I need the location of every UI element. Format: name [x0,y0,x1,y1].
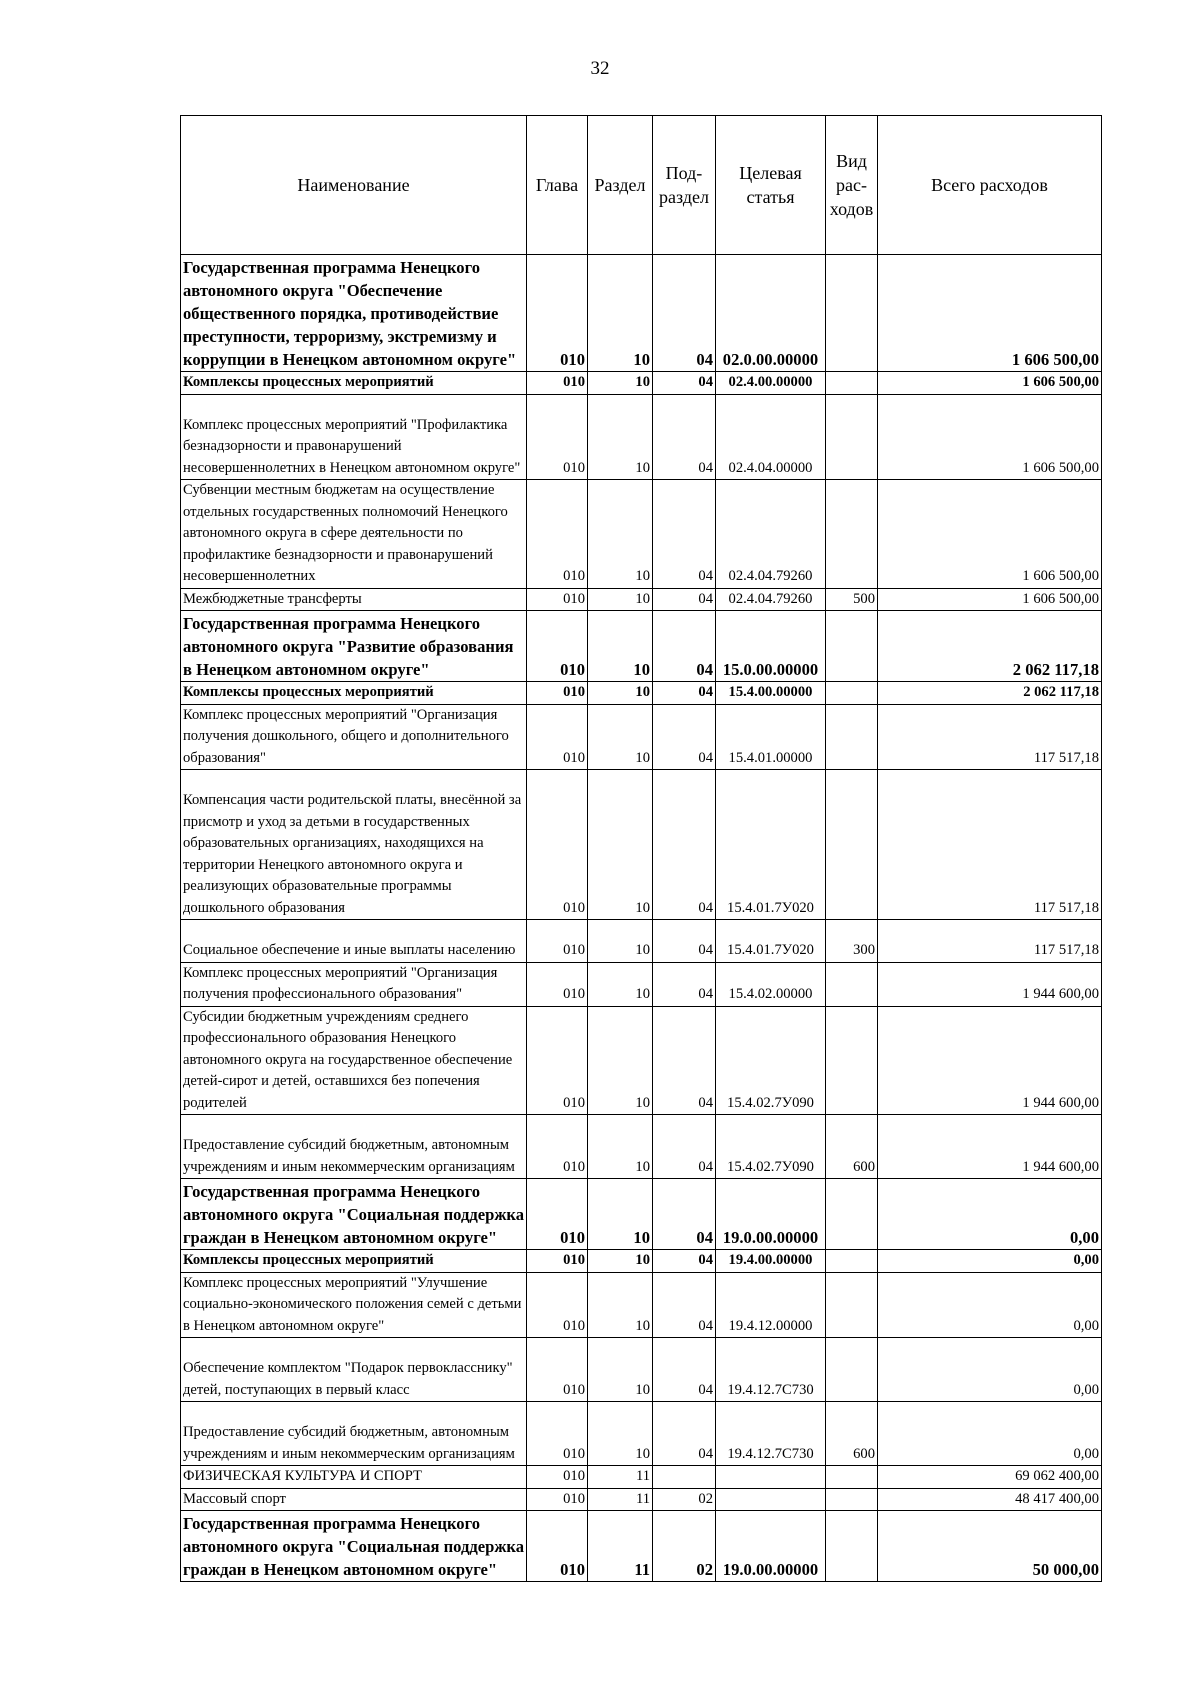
cell-vid [826,1006,878,1115]
table-header-row [181,116,1102,255]
cell-vid [826,770,878,920]
cell-podrazdel: 04 [653,1250,716,1273]
header-glava: Глава [527,116,588,255]
table-row [181,1511,1102,1582]
cell-vid: 600 [826,1115,878,1179]
table-row [181,611,1102,682]
cell-name: Социальное обеспечение и иные выплаты населению [181,920,527,963]
cell-name: Комплекс процессных мероприятий "Профилактика безнадзорности и правонарушений несовершеннолетних в Ненецком автономном округе" [181,394,527,480]
cell-podrazdel: 04 [653,255,716,372]
budget-table [180,115,1102,1582]
cell-target: 19.0.00.00000 [716,1179,826,1250]
cell-vid [826,682,878,705]
table-row [181,1179,1102,1250]
header-total: Всего расходов [878,116,1102,255]
cell-name: Массовый спорт [181,1488,527,1511]
table-row [181,920,1102,963]
cell-glava: 010 [527,588,588,611]
table-row [181,372,1102,395]
cell-target: 19.4.00.00000 [716,1250,826,1273]
cell-razdel: 11 [588,1511,653,1582]
cell-podrazdel [653,1466,716,1489]
cell-razdel: 11 [588,1488,653,1511]
cell-target: 15.4.02.00000 [716,962,826,1006]
cell-podrazdel: 04 [653,1115,716,1179]
cell-target: 15.4.01.7У020 [716,920,826,963]
table-row [181,1338,1102,1402]
cell-razdel: 10 [588,1338,653,1402]
table-row [181,1402,1102,1466]
cell-total: 0,00 [878,1402,1102,1466]
cell-vid [826,1488,878,1511]
cell-glava: 010 [527,480,588,589]
cell-name: ФИЗИЧЕСКАЯ КУЛЬТУРА И СПОРТ [181,1466,527,1489]
cell-podrazdel: 04 [653,480,716,589]
cell-name: Комплексы процессных мероприятий [181,1250,527,1273]
cell-razdel: 10 [588,1115,653,1179]
cell-glava: 010 [527,704,588,770]
cell-name: Субвенции местным бюджетам на осуществление отдельных государственных полномочий Ненецкого автономного округа в сфере деятельности по профилактике безнадзорности и правонарушений несовершеннолетних [181,480,527,589]
cell-total: 0,00 [878,1338,1102,1402]
cell-target: 15.0.00.00000 [716,611,826,682]
cell-target: 02.4.04.00000 [716,394,826,480]
cell-name: Государственная программа Ненецкого автономного округа "Социальная поддержка граждан в Ненецком автономном округе" [181,1179,527,1250]
cell-podrazdel: 04 [653,704,716,770]
cell-target: 15.4.00.00000 [716,682,826,705]
cell-glava: 010 [527,1488,588,1511]
cell-vid: 600 [826,1402,878,1466]
cell-total: 1 606 500,00 [878,588,1102,611]
cell-total: 1 944 600,00 [878,1006,1102,1115]
cell-glava: 010 [527,920,588,963]
header-vid: Вид рас- ходов [826,116,878,255]
cell-glava: 010 [527,1402,588,1466]
cell-total: 117 517,18 [878,704,1102,770]
cell-podrazdel: 04 [653,394,716,480]
cell-razdel: 10 [588,1272,653,1338]
cell-glava: 010 [527,1511,588,1582]
cell-name: Обеспечение комплектом "Подарок первокласснику" детей, поступающих в первый класс [181,1338,527,1402]
cell-razdel: 10 [588,704,653,770]
cell-name: Комплекс процессных мероприятий "Организация получения профессионального образования" [181,962,527,1006]
cell-total: 1 606 500,00 [878,372,1102,395]
cell-name: Компенсация части родительской платы, внесённой за присмотр и уход за детьми в государственных образовательных организациях, находящихся на территории Ненецкого автономного округа и реализующих образовательные программы дошкольного образования [181,770,527,920]
cell-target: 02.4.04.79260 [716,588,826,611]
cell-glava: 010 [527,1250,588,1273]
cell-razdel: 10 [588,682,653,705]
cell-glava: 010 [527,1006,588,1115]
cell-glava: 010 [527,962,588,1006]
table-row [181,1250,1102,1273]
cell-total: 0,00 [878,1179,1102,1250]
cell-glava: 010 [527,1272,588,1338]
cell-total: 1 606 500,00 [878,480,1102,589]
cell-podrazdel: 04 [653,1272,716,1338]
cell-razdel: 10 [588,770,653,920]
cell-vid [826,1250,878,1273]
cell-total: 0,00 [878,1272,1102,1338]
cell-target: 19.4.12.7С730 [716,1402,826,1466]
cell-glava: 010 [527,372,588,395]
header-name: Наименование [181,116,527,255]
table-row [181,770,1102,920]
cell-razdel: 11 [588,1466,653,1489]
table-row [181,1466,1102,1489]
cell-total: 0,00 [878,1250,1102,1273]
table-row [181,588,1102,611]
cell-podrazdel: 02 [653,1488,716,1511]
cell-vid [826,1338,878,1402]
header-razdel: Раздел [588,116,653,255]
cell-name: Межбюджетные трансферты [181,588,527,611]
cell-name: Государственная программа Ненецкого автономного округа "Социальная поддержка граждан в Ненецком автономном округе" [181,1511,527,1582]
cell-podrazdel: 04 [653,1402,716,1466]
cell-podrazdel: 04 [653,770,716,920]
cell-target: 15.4.02.7У090 [716,1115,826,1179]
cell-glava: 010 [527,1179,588,1250]
cell-podrazdel: 02 [653,1511,716,1582]
cell-name: Предоставление субсидий бюджетным, автономным учреждениям и иным некоммерческим организациям [181,1115,527,1179]
cell-podrazdel: 04 [653,1179,716,1250]
header-target: Целевая статья [716,116,826,255]
cell-name: Комплекс процессных мероприятий "Организация получения дошкольного, общего и дополнительного образования" [181,704,527,770]
cell-podrazdel: 04 [653,962,716,1006]
cell-name: Комплекс процессных мероприятий "Улучшение социально-экономического положения семей с детьми в Ненецком автономном округе" [181,1272,527,1338]
cell-vid [826,1272,878,1338]
table-row [181,704,1102,770]
cell-glava: 010 [527,682,588,705]
cell-target: 15.4.01.7У020 [716,770,826,920]
cell-glava: 010 [527,1338,588,1402]
cell-name: Предоставление субсидий бюджетным, автономным учреждениям и иным некоммерческим организациям [181,1402,527,1466]
cell-target: 02.4.04.79260 [716,480,826,589]
cell-name: Государственная программа Ненецкого автономного округа "Обеспечение общественного порядка, противодействие преступности, терроризму, экстремизму и коррупции в Ненецком автономном округе" [181,255,527,372]
cell-vid: 300 [826,920,878,963]
cell-target: 02.4.00.00000 [716,372,826,395]
cell-glava: 010 [527,394,588,480]
table-row [181,1488,1102,1511]
cell-razdel: 10 [588,394,653,480]
cell-target: 15.4.02.7У090 [716,1006,826,1115]
cell-name: Государственная программа Ненецкого автономного округа "Развитие образования в Ненецком автономном округе" [181,611,527,682]
cell-target: 02.0.00.00000 [716,255,826,372]
table-body [181,255,1102,1582]
cell-total: 117 517,18 [878,920,1102,963]
cell-total: 69 062 400,00 [878,1466,1102,1489]
cell-target [716,1488,826,1511]
cell-razdel: 10 [588,255,653,372]
cell-podrazdel: 04 [653,611,716,682]
table-row [181,255,1102,372]
cell-razdel: 10 [588,588,653,611]
cell-total: 117 517,18 [878,770,1102,920]
cell-razdel: 10 [588,1402,653,1466]
table-row [181,1006,1102,1115]
cell-total: 2 062 117,18 [878,682,1102,705]
cell-total: 48 417 400,00 [878,1488,1102,1511]
cell-name: Субсидии бюджетным учреждениям среднего профессионального образования Ненецкого автономного округа на государственное обеспечение детей-сирот и детей, оставшихся без попечения родителей [181,1006,527,1115]
cell-target: 19.4.12.7С730 [716,1338,826,1402]
cell-podrazdel: 04 [653,372,716,395]
cell-vid [826,1511,878,1582]
cell-vid [826,1179,878,1250]
cell-vid [826,962,878,1006]
cell-podrazdel: 04 [653,920,716,963]
cell-vid [826,704,878,770]
cell-podrazdel: 04 [653,1006,716,1115]
cell-podrazdel: 04 [653,588,716,611]
cell-glava: 010 [527,1466,588,1489]
cell-podrazdel: 04 [653,1338,716,1402]
table-row [181,682,1102,705]
cell-glava: 010 [527,255,588,372]
cell-vid [826,372,878,395]
cell-total: 1 944 600,00 [878,962,1102,1006]
cell-total: 1 606 500,00 [878,394,1102,480]
cell-total: 50 000,00 [878,1511,1102,1582]
cell-target [716,1466,826,1489]
cell-target: 19.0.00.00000 [716,1511,826,1582]
cell-podrazdel: 04 [653,682,716,705]
cell-vid [826,394,878,480]
cell-razdel: 10 [588,1250,653,1273]
cell-total: 1 944 600,00 [878,1115,1102,1179]
table-row [181,1272,1102,1338]
cell-name: Комплексы процессных мероприятий [181,372,527,395]
cell-glava: 010 [527,770,588,920]
table-row [181,1115,1102,1179]
cell-vid: 500 [826,588,878,611]
header-podrazdel: Под- раздел [653,116,716,255]
cell-target: 15.4.01.00000 [716,704,826,770]
cell-glava: 010 [527,611,588,682]
cell-razdel: 10 [588,611,653,682]
cell-total: 1 606 500,00 [878,255,1102,372]
cell-vid [826,480,878,589]
cell-total: 2 062 117,18 [878,611,1102,682]
cell-target: 19.4.12.00000 [716,1272,826,1338]
table-row [181,962,1102,1006]
cell-razdel: 10 [588,1006,653,1115]
page-number: 32 [590,58,610,79]
cell-name: Комплексы процессных мероприятий [181,682,527,705]
table-row [181,394,1102,480]
cell-razdel: 10 [588,920,653,963]
cell-vid [826,255,878,372]
cell-razdel: 10 [588,1179,653,1250]
cell-razdel: 10 [588,962,653,1006]
table-row [181,480,1102,589]
cell-razdel: 10 [588,480,653,589]
cell-glava: 010 [527,1115,588,1179]
cell-razdel: 10 [588,372,653,395]
cell-vid [826,611,878,682]
cell-vid [826,1466,878,1489]
